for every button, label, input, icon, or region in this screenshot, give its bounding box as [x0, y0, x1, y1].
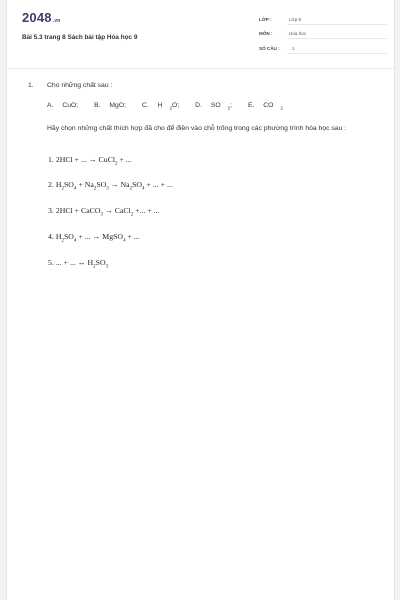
meta-subject-label: MÔN : [259, 31, 273, 36]
meta-subject-value: Hóa học [289, 31, 307, 36]
logo-suffix: .vn [52, 18, 61, 24]
meta-divider [287, 38, 387, 39]
equation-1: 1. 2HCl + ... → CuCl$_2$ + ... [48, 155, 132, 167]
question-number: 1. [28, 82, 34, 89]
option-d: D. SO $_2$; [195, 102, 233, 111]
question-intro: Cho những chất sau : [47, 82, 113, 89]
worksheet-page [6, 0, 395, 600]
meta-grade-label: LỚP : [259, 17, 272, 22]
equation-4: 4. $H_2SO_4$ + ... → MgSO$_4$ + ... [48, 232, 140, 244]
logo-main: 2048 [22, 10, 52, 25]
meta-count-label: SỐ CÂU : [259, 46, 280, 51]
meta-grade-value: Lớp 9 [289, 17, 301, 22]
option-b: B. MgO; [94, 102, 127, 109]
option-e: E. CO $_2$ [247, 102, 283, 111]
meta-divider [287, 24, 387, 25]
option-c: C. H $_2$O; [141, 102, 180, 111]
equation-5: 5. ... + ... ↔ $H_2SO_3$ [48, 258, 109, 270]
site-logo[interactable] [22, 10, 61, 25]
meta-divider [287, 53, 387, 54]
worksheet-header [7, 0, 394, 69]
meta-count-value: 1 [292, 46, 295, 51]
equation-3: 3. 2HCl + CaCO$_3$ → CaCl$_2$ +... + ... [48, 206, 160, 218]
question-instruction: Hãy chọn những chất thích hợp đã cho để điền vào chỗ trống trong các phương trình hóa học sau : [47, 125, 347, 132]
option-a: A. CuO; [47, 102, 79, 109]
answer-options [47, 102, 290, 110]
page-title: Bài 5.3 trang 8 Sách bài tập Hóa học 9 [22, 34, 138, 41]
equation-2: 2. $H_2SO_4 + Na_2SO_3 \to Na_2SO_4$ + ... + ... [48, 180, 173, 192]
